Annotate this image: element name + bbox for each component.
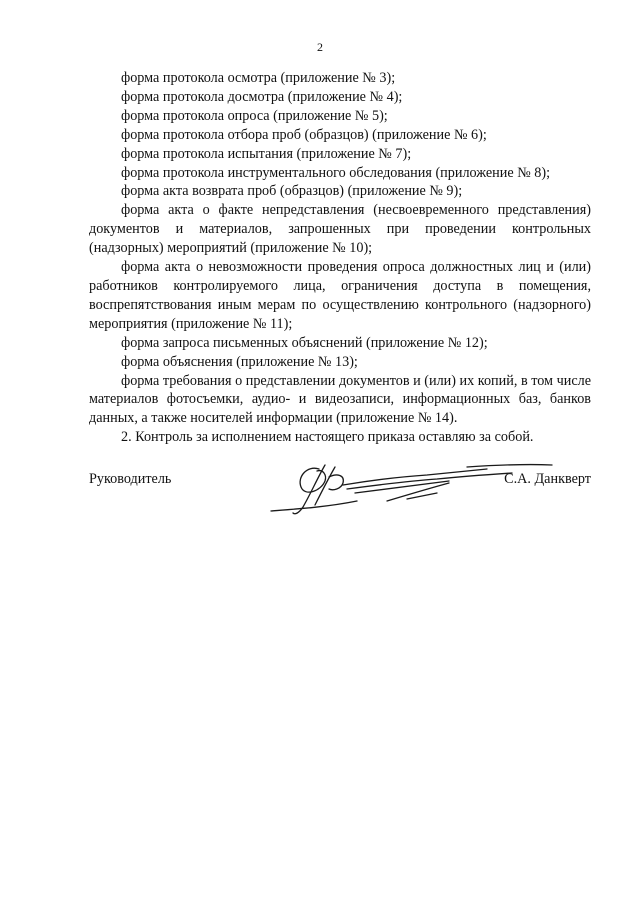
clause-2-paragraph: 2. Контроль за исполнением настоящего приказа оставляю за собой. bbox=[121, 429, 534, 446]
signatory-title: Руководитель bbox=[89, 471, 172, 487]
list-item-appendix-10: форма акта о факте непредставления (несвоевременного представления) документов и материалов, запрошенных при проведении контрольных (надзорных) мероприятий (приложение № 10); bbox=[89, 202, 591, 257]
list-item-appendix-8: форма протокола инструментального обследования (приложение № 8); bbox=[121, 164, 551, 181]
list-item-appendix-9: форма акта возврата проб (образцов) (приложение № 9); bbox=[121, 183, 463, 200]
list-item-appendix-5: форма протокола опроса (приложение № 5); bbox=[121, 107, 388, 124]
list-item-appendix-14: форма требования о представлении документов и (или) их копий, в том числе материалов фотосъемки, аудио- и видеозаписи, информационных баз, банков данных, а также носителей информации (приложение № 14). bbox=[89, 372, 591, 427]
list-item-appendix-4: форма протокола досмотра (приложение № 4); bbox=[121, 88, 403, 105]
list-item-appendix-7: форма протокола испытания (приложение № 7); bbox=[121, 145, 412, 162]
document-body bbox=[89, 69, 591, 447]
list-item-appendix-13: форма объяснения (приложение № 13); bbox=[121, 353, 358, 370]
page-number: 2 bbox=[317, 40, 323, 54]
list-item-appendix-6: форма протокола отбора проб (образцов) (приложение № 6); bbox=[121, 126, 487, 143]
list-item-appendix-12: форма запроса письменных объяснений (приложение № 12); bbox=[121, 334, 488, 351]
signatory-name: С.А. Данкверт bbox=[504, 471, 591, 487]
list-item-appendix-3: форма протокола осмотра (приложение № 3); bbox=[121, 70, 396, 86]
signature-block bbox=[89, 455, 591, 525]
list-item-appendix-11: форма акта о невозможности проведения опроса должностных лиц и (или) работников контролируемого лица, ограничения доступа в помещения, воспрепятствования иным мерам по осуществлению контрольного (надзорного) мероприятия (приложение № 11); bbox=[89, 259, 591, 332]
